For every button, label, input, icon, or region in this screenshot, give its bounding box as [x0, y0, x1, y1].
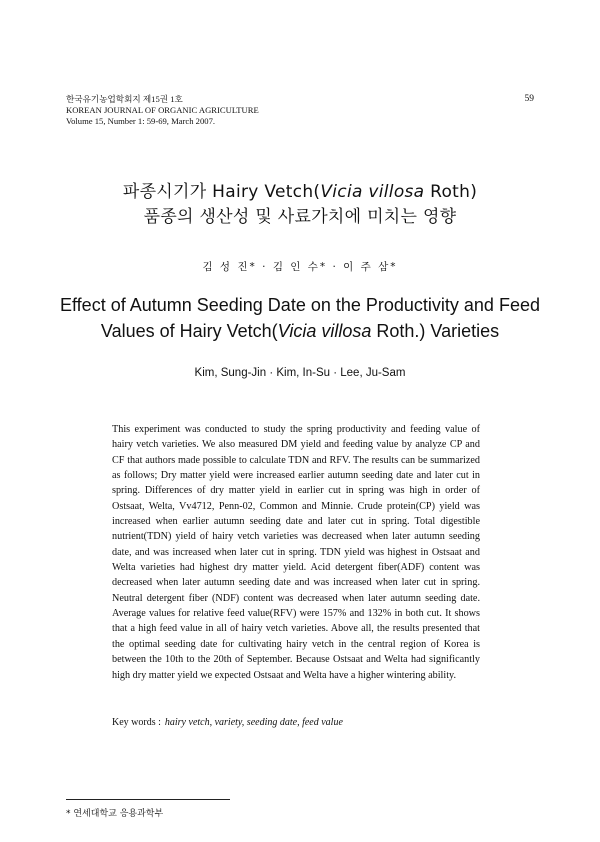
- english-title-line2: [0, 318, 600, 344]
- footnote-affiliation: * 연세대학교 응용과학부: [66, 809, 164, 819]
- page-number: 59: [524, 94, 534, 104]
- english-authors: Kim, Sung-Jin · Kim, In-Su · Lee, Ju-Sam: [194, 367, 406, 379]
- keywords-label: Key words :: [112, 717, 161, 728]
- journal-issue: Volume 15, Number 1: 59-69, March 2007.: [66, 116, 216, 126]
- korean-title-species: Vicia villosa: [320, 182, 425, 202]
- english-title-line1: Effect of Autumn Seeding Date on the Productivity and Feed: [60, 295, 540, 315]
- korean-title-line2: 품종의 생산성 및 사료가치에 미치는 영향: [143, 207, 457, 227]
- keywords: [112, 717, 343, 728]
- journal-title-korean: 한국유기농업학회지 제15권 1호: [66, 94, 183, 104]
- english-title-prefix: Values of Hairy Vetch(: [100, 321, 278, 341]
- korean-title-prefix: 파종시기가 Hairy Vetch(: [122, 182, 321, 202]
- journal-title-english: KOREAN JOURNAL OF ORGANIC AGRICULTURE: [66, 105, 259, 115]
- keywords-values: hairy vetch, variety, seeding date, feed value: [164, 717, 343, 728]
- footnote-divider: [66, 799, 230, 800]
- korean-title-line1: [0, 180, 600, 204]
- journal-header: [66, 94, 259, 127]
- korean-title-suffix: Roth): [424, 182, 478, 202]
- korean-authors: 김 성 진* · 김 인 수* · 이 주 삼*: [202, 261, 398, 273]
- english-title-species: Vicia villosa: [277, 321, 372, 341]
- abstract: This experiment was conducted to study the spring productivity and feeding value of hairy vetch varieties. We also measured DM yield and feeding value by analyze CP and CF that authors made possible to calculate TDN and RFV. The results can be summarized as follows; Dry matter yield were increased earlier autumn seeding date and later cut in spring. Differences of dry matter yield in earlier cut in spring was high in order of Ostsaat, Welta, Vv4712, Penn-02, Common and Minnie. Crude protein(CP) yield was increased when earlier autumn seeding date and later cut in spring. Total digestible nutrient(TDN) yield of hairy vetch varieties was decreased when later autumn seeding date, and was increased when later cut in spring. TDN yield was highest in Ostsaat and Welta varieties had highest dry matter yield. Acid detergent fiber(ADF) content was decreased when later autumn seeding date and was increased when later cut in spring. Neutral detergent fiber (NDF) content was decreased when later autumn seeding date. Average values for relative feed value(RFV) were 157% and 132% in both cut. It shows that a high feed value in all of hairy vetch varieties. Above all, the results presented that the optimal seeding date for cultivating hairy vetch in the central region of Korea is between the 10th to the 20th of September. Because Ostsaat and Welta had significantly high dry matter yield we expected Ostsaat and Welta have a higher wintering ability.: [112, 424, 480, 681]
- english-title-suffix: Roth.) Varieties: [371, 321, 500, 341]
